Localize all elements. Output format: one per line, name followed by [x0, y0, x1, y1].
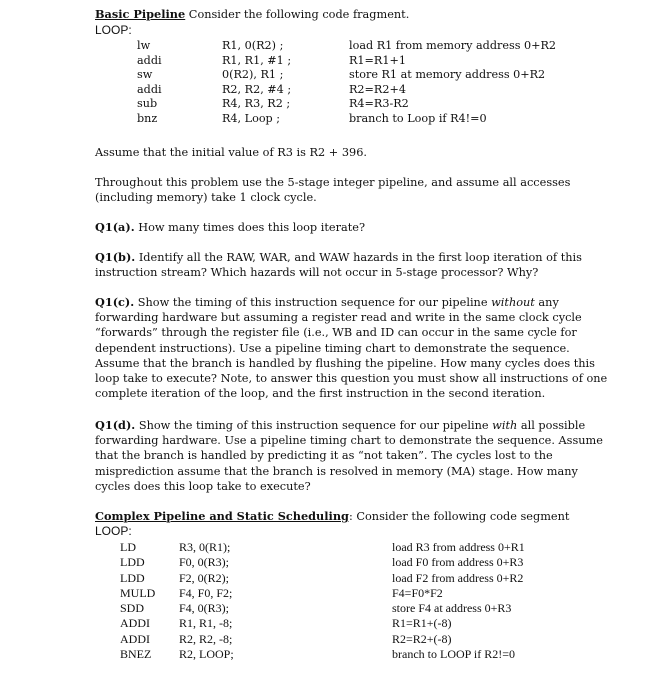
code-comment: R1=R1+1 — [349, 53, 406, 67]
section1-title: Basic Pipeline — [95, 7, 186, 21]
opcode: LDD — [120, 555, 145, 570]
operands: R2, R2, #4 ; — [222, 82, 292, 96]
q1b-label: Q1(b). — [95, 250, 136, 264]
code-comment: R2=R2+(-8) — [392, 631, 452, 646]
assumption-text: Assume that the initial value of R3 is R2 + 396. — [95, 146, 368, 159]
code-comment: store R1 at memory address 0+R2 — [349, 68, 546, 81]
operands: R4, Loop ; — [222, 111, 281, 125]
q1c-label: Q1(c). — [95, 295, 135, 309]
q1d-text-post: all possible forwarding hardware. Use a pipeline timing chart to demonstrate the sequence. Assume that the branch is handled by predicting it as “not taken”. The cycles lost to the misprediction assume that the branch is resolved in memory (MA) stage. How many cycles does this loop take to execute? — [95, 419, 603, 493]
operands: R1, R1, -8; — [179, 616, 233, 631]
operands: F4, 0(R3); — [179, 601, 230, 616]
question-q1d — [95, 418, 610, 494]
section1-opcodes — [137, 39, 162, 126]
operands: R3, 0(R1); — [179, 540, 231, 554]
q1d-emphasis: with — [492, 419, 518, 432]
section2-comments — [392, 540, 525, 662]
section2-operands — [179, 540, 234, 662]
q1d-text-pre: Show the timing of this instruction sequence for our pipeline — [135, 419, 493, 432]
opcode: ADDI — [120, 631, 150, 646]
opcode: BNEZ — [120, 647, 152, 662]
section2-opcodes — [120, 540, 155, 662]
opcode: LD — [120, 540, 136, 554]
operands: R4, R3, R2 ; — [222, 97, 291, 110]
section1-intro: Consider the following code fragment. — [185, 8, 410, 21]
q1b-text: Identify all the RAW, WAR, and WAW hazards in the first loop iteration of this instruction stream? Which hazards will not occur in 5-stage processor? Why? — [95, 251, 582, 280]
opcode: lw — [137, 39, 151, 52]
code-comment: R1=R1+(-8) — [392, 616, 452, 631]
code-comment: R2=R2+4 — [349, 82, 406, 96]
operands: F4, F0, F2; — [179, 585, 233, 600]
section2-loop-label: LOOP: — [95, 524, 132, 538]
code-comment: load F2 from address 0+R2 — [392, 570, 524, 585]
q1a-text: How many times does this loop iterate? — [134, 221, 366, 234]
code-comment: load R3 from address 0+R1 — [392, 540, 525, 554]
operands: F0, 0(R3); — [179, 555, 230, 570]
section1-heading — [95, 7, 409, 22]
operands: R1, R1, #1 ; — [222, 53, 292, 67]
q1c-text-post: any forwarding hardware but assuming a register read and write in the same clock cycle “forwards” through the register file (i.e., WB and ID can occur in the same cycle for dependent instructions). Use a pipeline timing chart to demonstrate the sequence. Assume that the branch is handled by flushing the pipeline. How many cycles does this loop take to execute? Note, to answer this question you must show all instructions of one complete iteration of the loop, and the first instruction in the second iteration. — [95, 296, 608, 401]
opcode: addi — [137, 82, 162, 96]
opcode: sub — [137, 97, 158, 110]
code-comment: R4=R3-R2 — [349, 97, 409, 110]
section1-loop-label: LOOP: — [95, 23, 132, 37]
code-comment: F4=F0*F2 — [392, 585, 443, 600]
code-comment: branch to Loop if R4!=0 — [349, 111, 487, 125]
q1d-label: Q1(d). — [95, 418, 136, 432]
opcode: addi — [137, 53, 162, 67]
code-comment: load R1 from memory address 0+R2 — [349, 39, 557, 52]
code-comment: branch to LOOP if R2!=0 — [392, 647, 515, 662]
code-comment: store F4 at address 0+R3 — [392, 601, 512, 616]
q1c-emphasis: without — [491, 296, 535, 309]
opcode: LDD — [120, 570, 145, 585]
section1-operands — [222, 39, 291, 126]
opcode: bnz — [137, 111, 158, 125]
operands: 0(R2), R1 ; — [222, 68, 284, 81]
operands: R1, 0(R2) ; — [222, 39, 284, 52]
opcode: SDD — [120, 601, 145, 616]
throughout-text: Throughout this problem use the 5-stage integer pipeline, and assume all accesses (including memory) take 1 clock cycle. — [95, 176, 571, 205]
operands: F2, 0(R2); — [179, 570, 230, 585]
operands: R2, R2, -8; — [179, 631, 233, 646]
opcode: ADDI — [120, 616, 150, 631]
q1a-label: Q1(a). — [95, 220, 135, 234]
operands: R2, LOOP; — [179, 647, 234, 662]
opcode: MULD — [120, 585, 156, 600]
section2-title: Complex Pipeline and Static Scheduling — [95, 509, 349, 523]
section2-intro: : Consider the following code segment — [348, 510, 570, 523]
question-q1b — [95, 250, 610, 280]
question-q1a — [95, 220, 610, 235]
section1-comments — [349, 39, 556, 126]
section2-heading — [95, 509, 569, 524]
opcode: sw — [137, 68, 153, 81]
question-q1c — [95, 295, 610, 401]
code-comment: load F0 from address 0+R3 — [392, 555, 524, 570]
q1c-text-pre: Show the timing of this instruction sequence for our pipeline — [134, 296, 492, 309]
